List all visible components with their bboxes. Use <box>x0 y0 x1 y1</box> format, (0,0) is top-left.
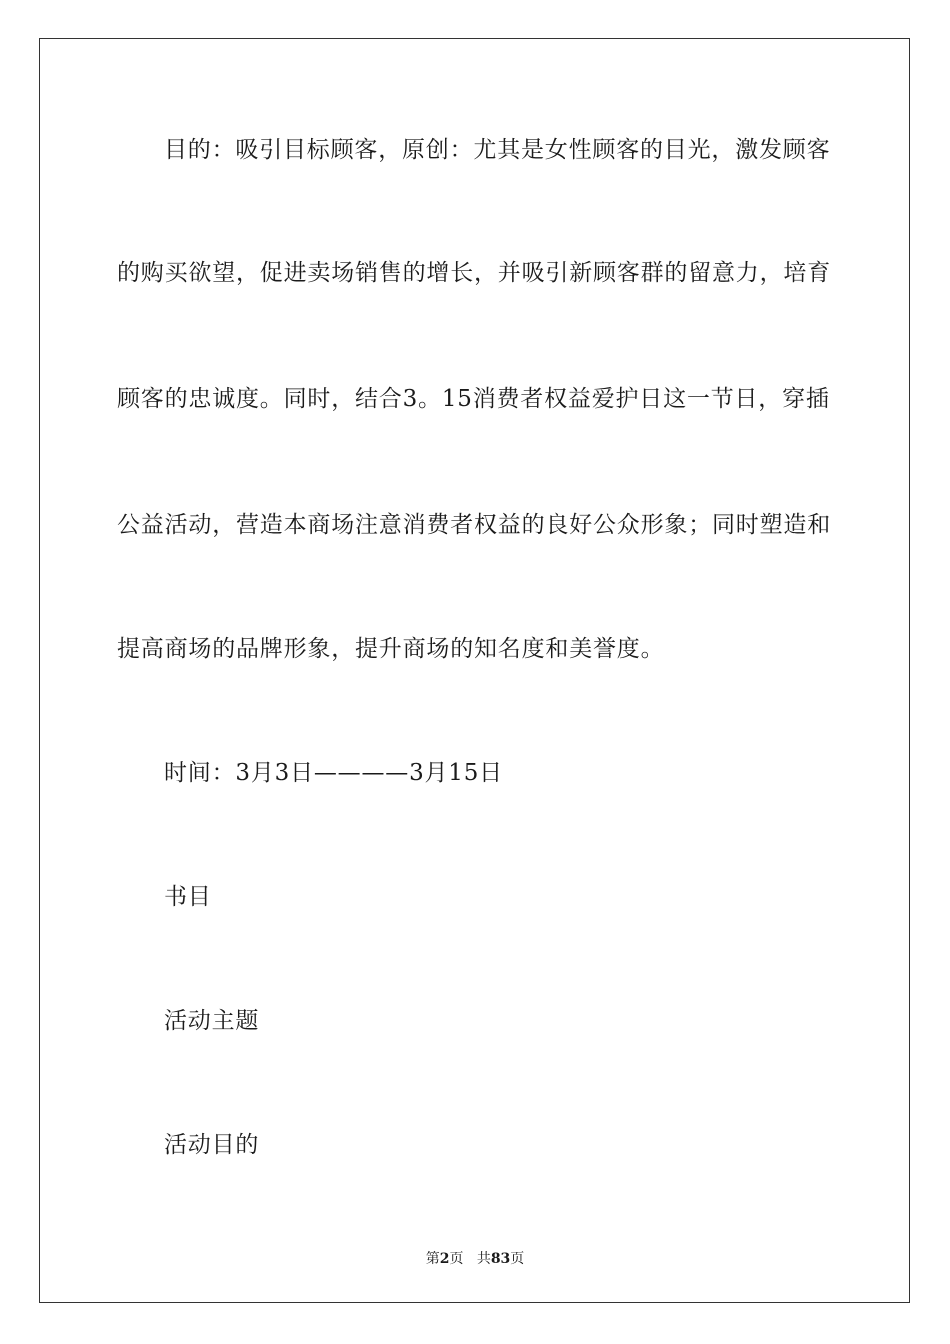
paragraph-line-1: 目的：吸引目标顾客，原创：尤其是女性顾客的目光，激发顾客 <box>164 137 831 163</box>
footer-total-prefix: 共 <box>476 1251 491 1267</box>
activity-time: 时间：3月3日————3月15日 <box>164 760 503 786</box>
contents-item-theme: 活动主题 <box>164 1008 260 1034</box>
paragraph-line-4: 公益活动，营造本商场注意消费者权益的良好公众形象；同时塑造和 <box>117 512 831 538</box>
current-page-number: 2 <box>439 1251 450 1267</box>
page-footer <box>0 1248 950 1268</box>
total-page-count: 83 <box>490 1251 511 1267</box>
paragraph-line-5: 提高商场的品牌形象，提升商场的知名度和美誉度。 <box>117 636 665 662</box>
footer-page-word: 页 <box>449 1251 464 1267</box>
footer-prefix: 第 <box>425 1251 440 1267</box>
footer-total-suffix: 页 <box>510 1251 525 1267</box>
contents-heading: 书目 <box>164 884 212 910</box>
contents-item-purpose: 活动目的 <box>164 1132 260 1158</box>
paragraph-line-2: 的购买欲望，促进卖场销售的增长，并吸引新顾客群的留意力，培育 <box>117 260 831 286</box>
paragraph-line-3: 顾客的忠诚度。同时，结合3。15消费者权益爱护日这一节日，穿插 <box>117 386 830 412</box>
page-border <box>39 38 910 1303</box>
